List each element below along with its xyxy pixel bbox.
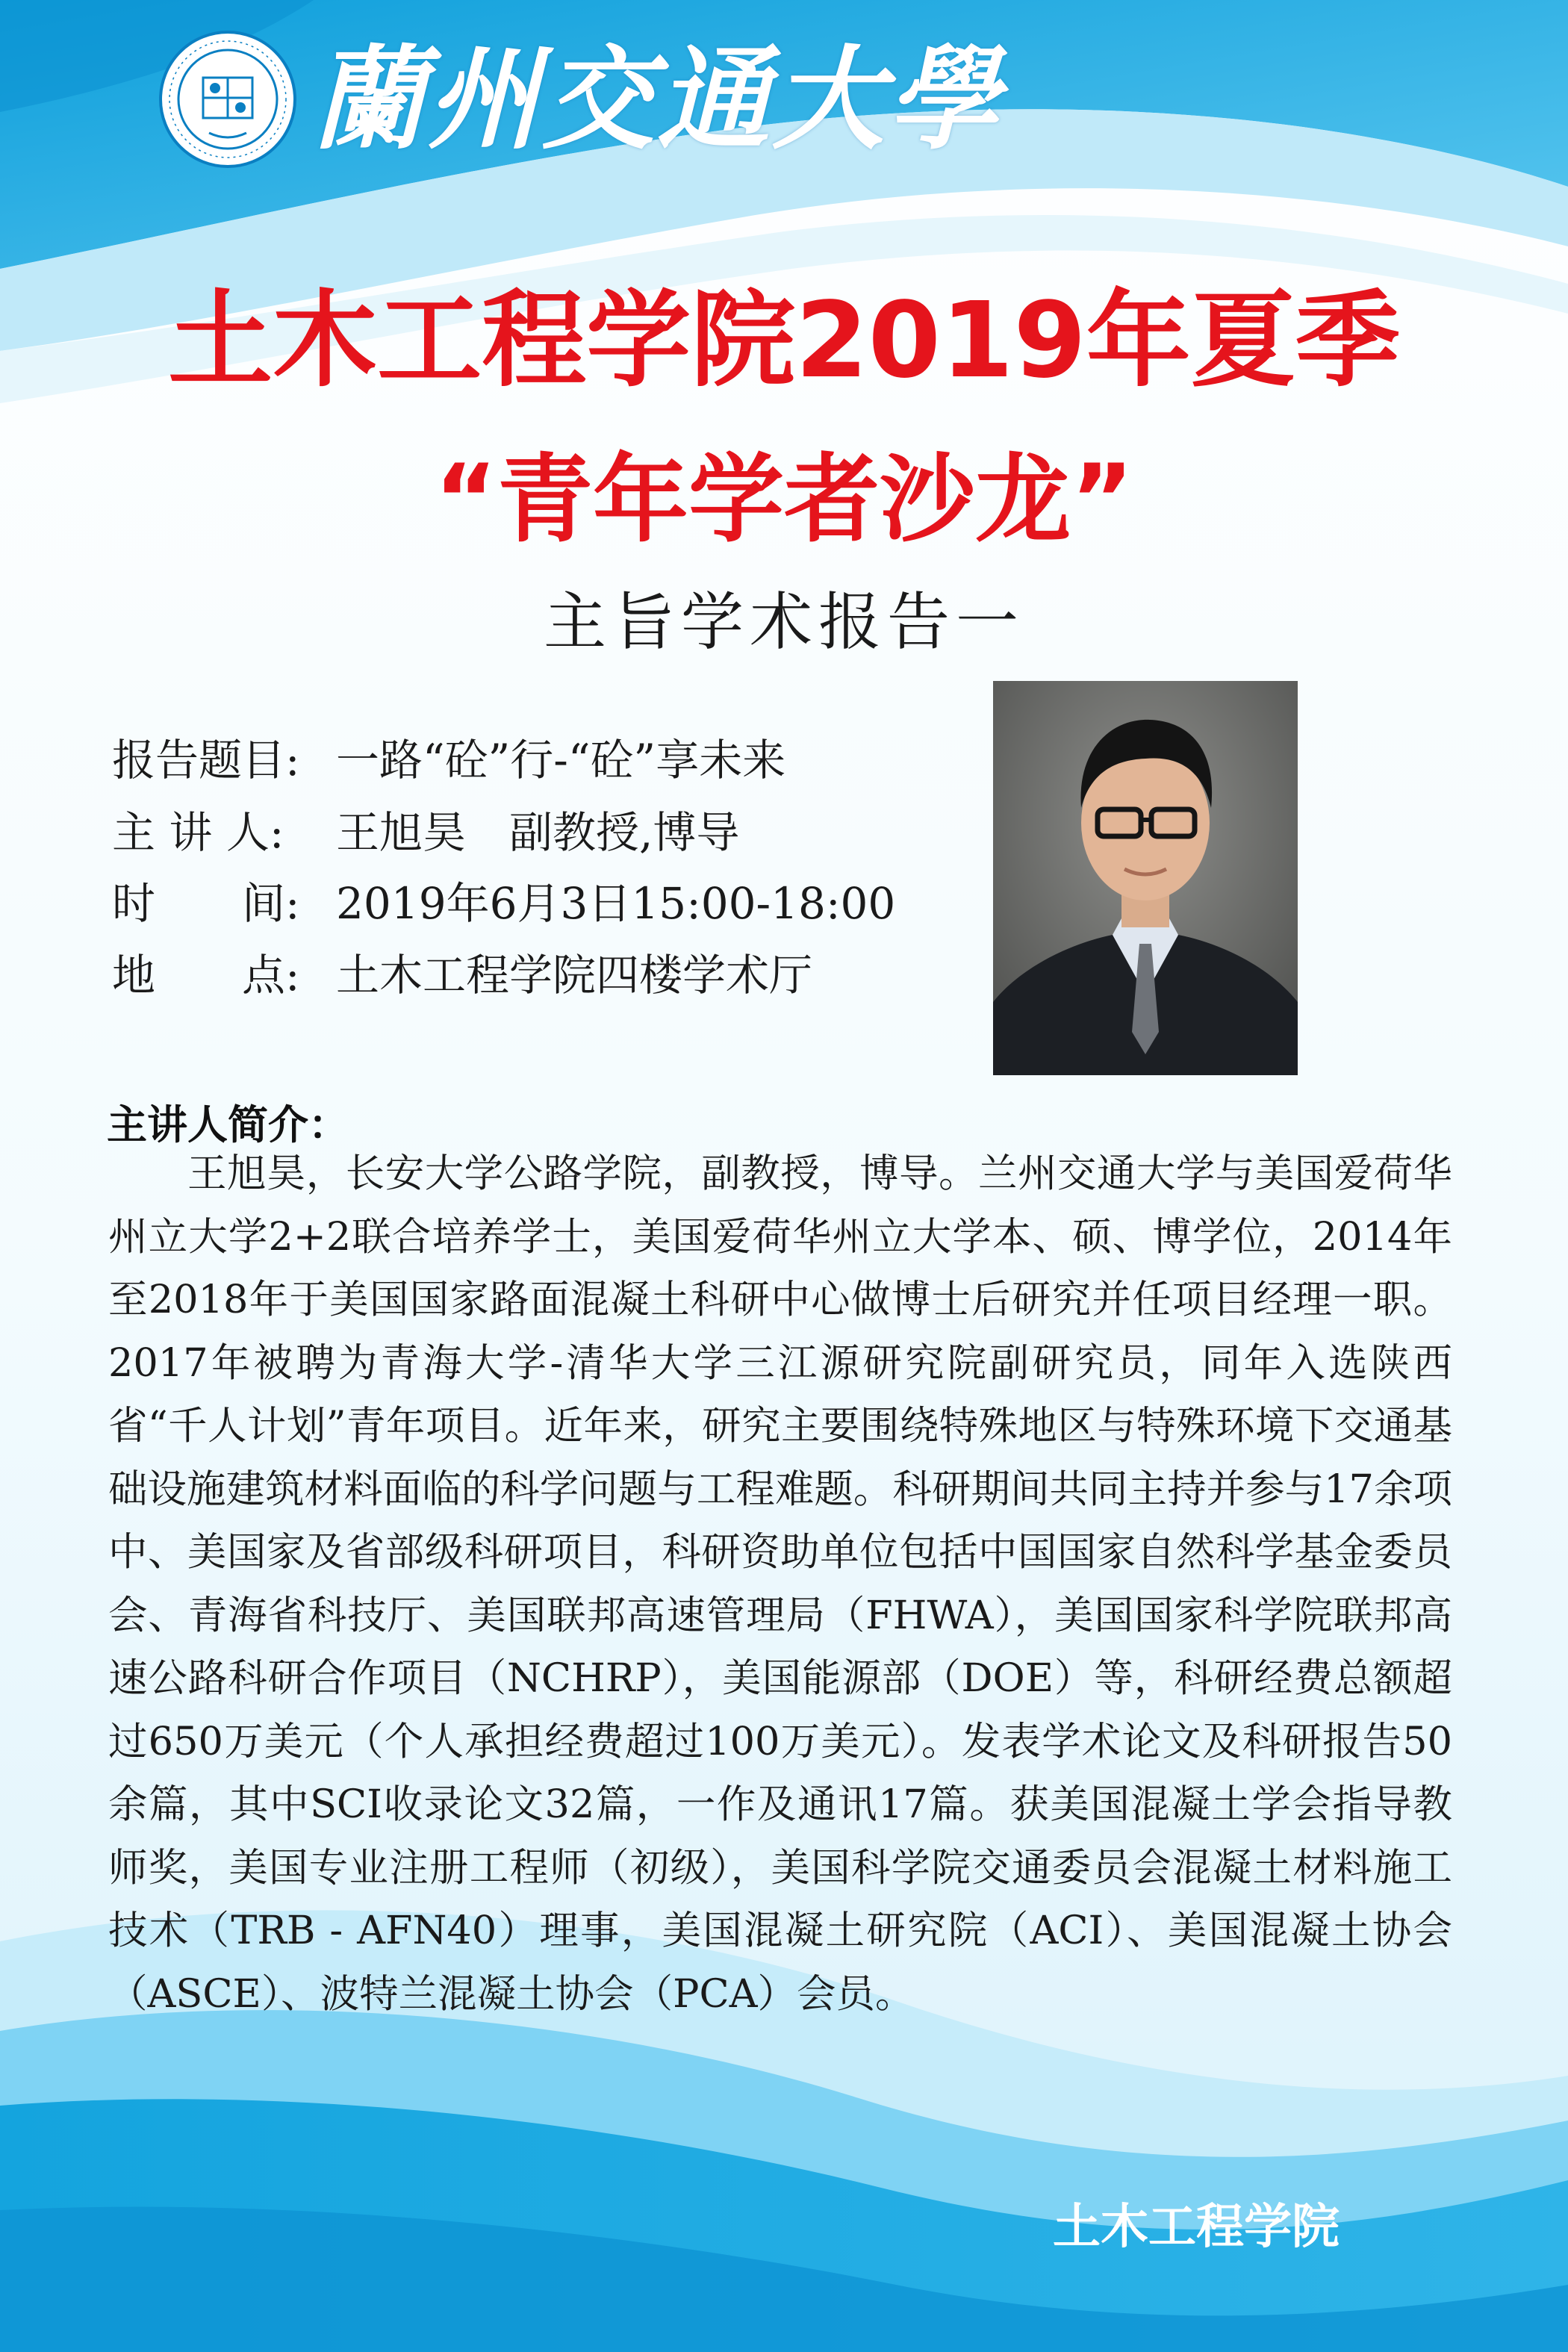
info-value-speaker: 王旭昊 副教授,博导 (336, 807, 740, 858)
info-value-location: 土木工程学院四楼学术厅 (336, 950, 813, 1001)
bio-paragraph: 王旭昊，长安大学公路学院，副教授，博导。兰州交通大学与美国爱荷华州立大学2+2联合培养学士，美国爱荷华州立大学本、硕、博学位，2014年至2018年于美国国家路面混凝土科研中心做博士后研究并任项目经理一职。2017年被聘为青海大学-清华大学三江源研究院副研究员，同年入选陕西省“千人计划”青年项目。近年来，研究主要围绕特殊地区与特殊环境下交通基础设施建筑材料面临的科学问题与工程难题。科研期间共同主持并参与17余项中、美国家及省部级科研项目，科研资助单位包括中国国家自然科学基金委员会、青海省科技厅、美国联邦高速管理局（FHWA），美国国家科学院联邦高速公路科研合作项目（NCHRP），美国能源部（DOE）等，科研经费总额超过650万美元（个人承担经费超过100万美元）。发表学术论文及科研报告50余篇，其中SCI收录论文32篇，一作及通讯17篇。获美国混凝土学会指导教师奖，美国专业注册工程师（初级），美国科学院交通委员会混凝土材料施工技术（TRB - AFN40）理事，美国混凝土研究院（ACI）、美国混凝土协会（ASCE）、波特兰混凝土协会（PCA）会员。 (108, 1151, 1452, 2017)
info-row-location (112, 938, 971, 1012)
speaker-portrait (993, 681, 1298, 1075)
poster-title-line1: 土木工程学院2019年夏季 (168, 280, 1400, 402)
bio-heading: 主讲人简介： (107, 1101, 349, 1148)
info-label-speaker: 主 讲 人: (112, 807, 284, 858)
info-row-time (112, 866, 971, 941)
info-value-topic: 一路“砼”行-“砼”享未来 (336, 735, 786, 785)
info-value-time: 2019年6月3日15:00-18:00 (336, 878, 896, 929)
info-row-topic (112, 723, 971, 797)
info-label-topic: 报告题目: (112, 735, 300, 785)
organizer-footer: 土木工程学院 (1053, 2200, 1340, 2255)
poster-title-line2: “青年学者沙龙” (434, 444, 1134, 556)
university-seal-icon (157, 28, 299, 170)
info-label-time: 时 间: (112, 878, 300, 929)
info-row-speaker (112, 795, 971, 870)
university-name-logo: 蘭州交通大學 (312, 34, 1003, 165)
poster-subtitle: 主旨学术报告一 (543, 585, 1024, 659)
info-label-location: 地 点: (112, 950, 300, 1001)
